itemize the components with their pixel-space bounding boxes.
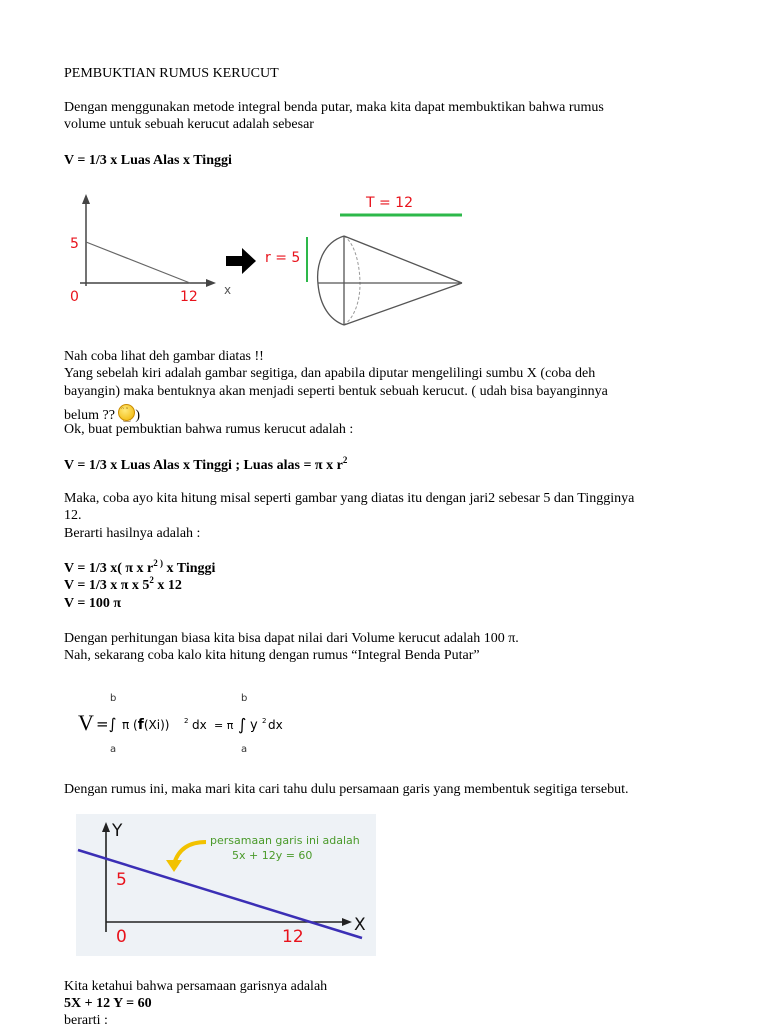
height-label: T = 12: [366, 195, 413, 211]
square-2: 2: [262, 717, 267, 725]
integral-formula: [74, 690, 314, 758]
note-line-2: 5x + 12y = 60: [232, 849, 313, 862]
lower-limit-1: a: [110, 744, 117, 755]
transform-arrow: [226, 248, 256, 274]
para2-line-1: Nah coba lihat deh gambar diatas !!: [64, 349, 264, 364]
page-title: PEMBUKTIAN RUMUS KERUCUT: [64, 66, 279, 81]
upper-limit-1: b: [110, 693, 117, 704]
para2-line-3: bayangin) maka bentuknya akan menjadi seperti bentuk sebuah kerucut. ( udah bisa bayanginnya: [64, 384, 608, 399]
fig2-x-tick: 12: [282, 927, 304, 947]
fig2-origin: 0: [116, 927, 127, 947]
para3-line-2: 12.: [64, 508, 82, 523]
para5: Dengan rumus ini, maka mari kita cari tahu dulu persamaan garis yang membentuk segitiga tersebut.: [64, 782, 629, 797]
square-1: 2: [184, 717, 189, 725]
x-axis-arrow: [206, 279, 216, 287]
figure-line-equation: [76, 814, 376, 956]
lower-limit-2: a: [241, 744, 248, 755]
intro-line-1: Dengan menggunakan metode integral benda putar, maka kita dapat membuktikan bahwa rumus: [64, 100, 604, 115]
y-axis-arrow: [82, 194, 90, 204]
formula-basic: V = 1/3 x Luas Alas x Tinggi: [64, 153, 232, 168]
figure-triangle-to-cone: [60, 188, 480, 333]
integral-body-2: y: [250, 718, 258, 733]
para2-line-5: Ok, buat pembuktian bahwa rumus kerucut adalah :: [64, 422, 354, 437]
calc-line-1: V = 1/3 x( π x $r^{2 )}$ x Tinggi: [64, 558, 216, 576]
intro-line-2: volume untuk sebuah kerucut adalah sebesar: [64, 117, 314, 132]
fig1-x-axis-label: x: [224, 283, 232, 297]
fig1-origin-label: 0: [70, 289, 79, 305]
cone-base-left-arc: [318, 236, 344, 325]
radius-label: r = 5: [265, 250, 301, 266]
note-line-1: persamaan garis ini adalah: [210, 834, 360, 847]
dx-2: dx: [268, 718, 283, 732]
cone-bottom-edge: [344, 283, 462, 325]
fig1-x-tick: 12: [180, 289, 198, 305]
para3-line-3: Berarti hasilnya adalah :: [64, 526, 201, 541]
smiley-icon: [118, 404, 135, 421]
fig2-y-axis-label: Y: [112, 821, 123, 841]
formula-full: V = 1/3 x Luas Alas x Tinggi ; Luas alas = π x $r^2$: [64, 455, 348, 473]
integral-body-1: π (f(Xi)): [122, 717, 170, 733]
line-equation: 5X + 12 Y = 60: [64, 996, 152, 1011]
upper-limit-2: b: [241, 693, 248, 704]
cone-top-edge: [344, 236, 462, 283]
para2-line-4: belum ?? ᵔ ᵔ ‿ ): [64, 404, 140, 424]
para6-line-1: Kita ketahui bahwa persamaan garisnya adalah: [64, 979, 328, 994]
fig2-y-tick: 5: [116, 870, 127, 890]
integral-sign-2: ∫: [238, 715, 247, 734]
para3-line-1: Maka, coba ayo kita hitung misal seperti gambar yang diatas itu dengan jari2 sebesar 5 dan Tingginya: [64, 491, 635, 506]
calc-line-3: V = 100 π: [64, 596, 122, 611]
para4-line-2: Nah, sekarang coba kalo kita hitung dengan rumus “Integral Benda Putar”: [64, 648, 480, 663]
calc-line-2: V = 1/3 x π x $5^2$ x 12: [64, 575, 182, 593]
para6-line-3: berarti :: [64, 1013, 108, 1028]
integral-sign-1: =∫: [96, 715, 117, 733]
para4-line-1: Dengan perhitungan biasa kita bisa dapat nilai dari Volume kerucut adalah 100 π.: [64, 631, 519, 646]
cone-base-right-arc: [344, 236, 360, 325]
dx-1: dx: [192, 718, 207, 732]
para2-line-2: Yang sebelah kiri adalah gambar segitiga, dan apabila diputar mengelilingi sumbu X (coba deh: [64, 366, 596, 381]
fig1-y-label: 5: [70, 236, 79, 252]
fig2-x-axis-label: X: [354, 915, 366, 935]
volume-symbol: V: [78, 710, 94, 735]
equals-pi: = π: [214, 719, 234, 732]
triangle-hypotenuse: [86, 242, 190, 283]
